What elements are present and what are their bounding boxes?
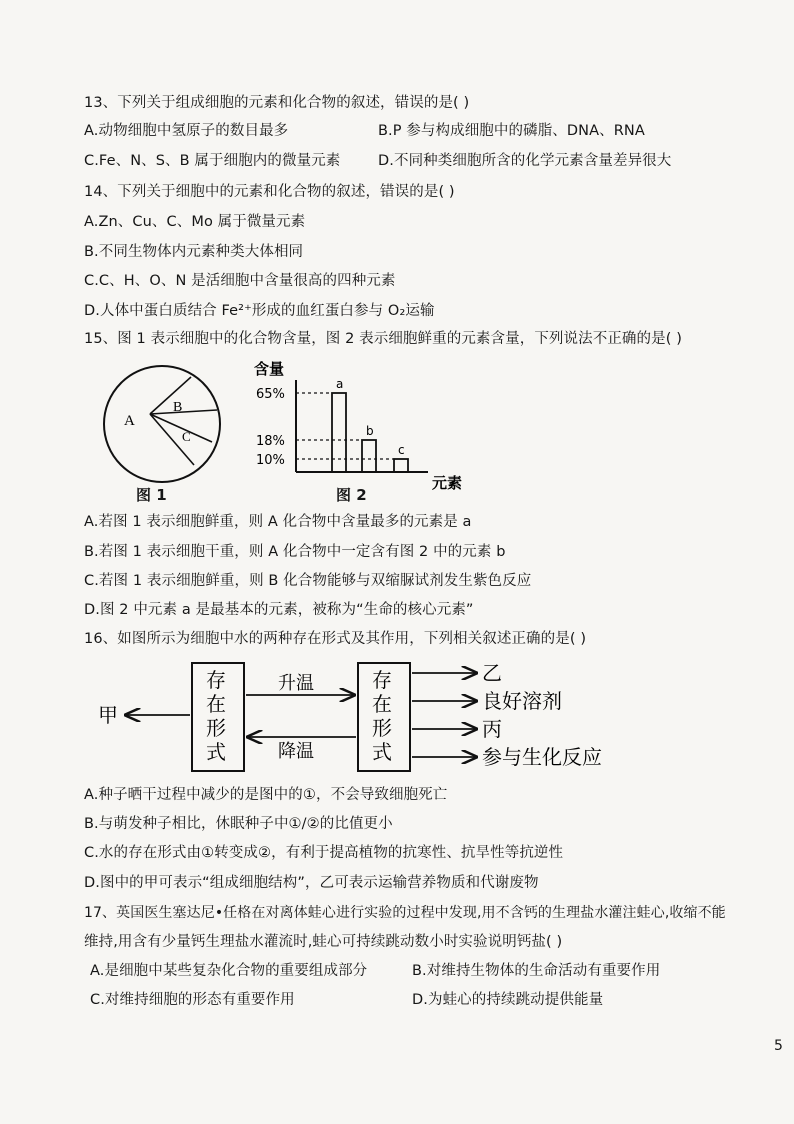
q13-stem: 13、下列关于组成细胞的元素和化合物的叙述，错误的是( )	[84, 95, 470, 111]
q16-option-d: D.图中的甲可表示“组成细胞结构”，乙可表示运输营养物质和代谢废物	[84, 875, 539, 891]
q17-stem-line2: 维持,用含有少量钙生理盐水灌流时,蛙心可持续跳动数小时实验说明钙盐( )	[84, 934, 563, 950]
q17-option-d: D.为蛙心的持续跳动提供能量	[412, 992, 604, 1008]
q14-option-a: A.Zn、Cu、C、Mo 属于微量元素	[84, 214, 306, 230]
page-number: 5	[774, 1038, 783, 1054]
q16-option-c: C.水的存在形式由①转变成②，有利于提高植物的抗寒性、抗旱性等抗逆性	[84, 845, 564, 861]
q13-option-b: B.P 参与构成细胞中的磷脂、DNA、RNA	[378, 123, 645, 139]
pie-slice-edge	[150, 410, 217, 414]
q13-option-c: C.Fe、N、S、B 属于细胞内的微量元素	[84, 153, 341, 169]
pie-label-c: C	[182, 429, 191, 444]
bar-label-a: a	[336, 377, 344, 391]
pie-slice-edge	[150, 414, 212, 442]
q15-option-d: D.图 2 中元素 a 是最基本的元素，被称为“生命的核心元素”	[84, 602, 474, 618]
label-bing: 丙	[482, 717, 502, 741]
q17-option-b: B.对维持生物体的生命活动有重要作用	[412, 963, 661, 979]
label-jia: 甲	[98, 703, 118, 727]
arrow-cooling-label: 降温	[278, 741, 314, 762]
q16-stem: 16、如图所示为细胞中水的两种存在形式及其作用，下列相关叙述正确的是( )	[84, 631, 587, 647]
box-form-1-label: 存 在 形 式	[206, 668, 226, 764]
pie-slice-edge	[150, 377, 191, 414]
label-yi: 乙	[482, 661, 502, 685]
q17-option-c: C.对维持细胞的形态有重要作用	[90, 992, 295, 1008]
pie-label-a: A	[124, 413, 135, 429]
q13-option-d: D.不同种类细胞所含的化学元素含量差异很大	[378, 153, 672, 169]
figure-2-bar-chart	[248, 358, 488, 500]
q15-option-c: C.若图 1 表示细胞鲜重，则 B 化合物能够与双缩脲试剂发生紫色反应	[84, 573, 532, 589]
y-tick-18: 18%	[256, 434, 285, 449]
q15-option-a: A.若图 1 表示细胞鲜重，则 A 化合物中含量最多的元素是 a	[84, 514, 472, 530]
figure-1-pie	[96, 362, 232, 502]
figure-2-caption: 图 2	[336, 486, 367, 504]
arrow-heating-label: 升温	[278, 673, 314, 694]
q17-stem-line1: 17、英国医生塞达尼•任格在对离体蛙心进行实验的过程中发现,用不含钙的生理盐水灌注蛙心,收缩不能	[84, 905, 726, 921]
q14-option-d: D.人体中蛋白质结合 Fe²⁺形成的血红蛋白参与 O₂运输	[84, 303, 435, 319]
q15-stem: 15、图 1 表示细胞中的化合物含量，图 2 表示细胞鲜重的元素含量，下列说法不正确的是( )	[84, 331, 682, 347]
q16-option-b: B.与萌发种子相比，休眠种子中①/②的比值更小	[84, 816, 393, 832]
water-forms-diagram	[96, 655, 656, 777]
bar-a	[332, 393, 346, 472]
bar-label-c: c	[398, 443, 405, 457]
y-axis-label: 含量	[254, 360, 285, 378]
pie-label-b: B	[173, 400, 183, 415]
x-axis-label: 元素	[432, 474, 463, 492]
q16-option-a: A.种子晒干过程中减少的是图中的①，不会导致细胞死亡	[84, 787, 448, 803]
q17-option-a: A.是细胞中某些复杂化合物的重要组成部分	[90, 963, 368, 979]
label-biochemical-reaction: 参与生化反应	[482, 745, 602, 769]
box-form-2-label: 存 在 形 式	[372, 668, 392, 764]
bar-label-b: b	[366, 424, 374, 438]
q14-option-b: B.不同生物体内元素种类大体相同	[84, 244, 304, 260]
label-good-solvent: 良好溶剂	[482, 689, 562, 713]
q14-option-c: C.C、H、O、N 是活细胞中含量很高的四种元素	[84, 273, 396, 289]
pie-outline	[104, 366, 220, 482]
bar-c	[394, 459, 408, 472]
q14-stem: 14、下列关于细胞中的元素和化合物的叙述，错误的是( )	[84, 184, 455, 200]
y-tick-10: 10%	[256, 453, 285, 468]
q13-option-a: A.动物细胞中氢原子的数目最多	[84, 123, 289, 139]
y-tick-65: 65%	[256, 387, 285, 402]
figure-1-caption: 图 1	[136, 486, 167, 504]
bar-b	[362, 440, 376, 472]
q15-option-b: B.若图 1 表示细胞干重，则 A 化合物中一定含有图 2 中的元素 b	[84, 544, 506, 560]
